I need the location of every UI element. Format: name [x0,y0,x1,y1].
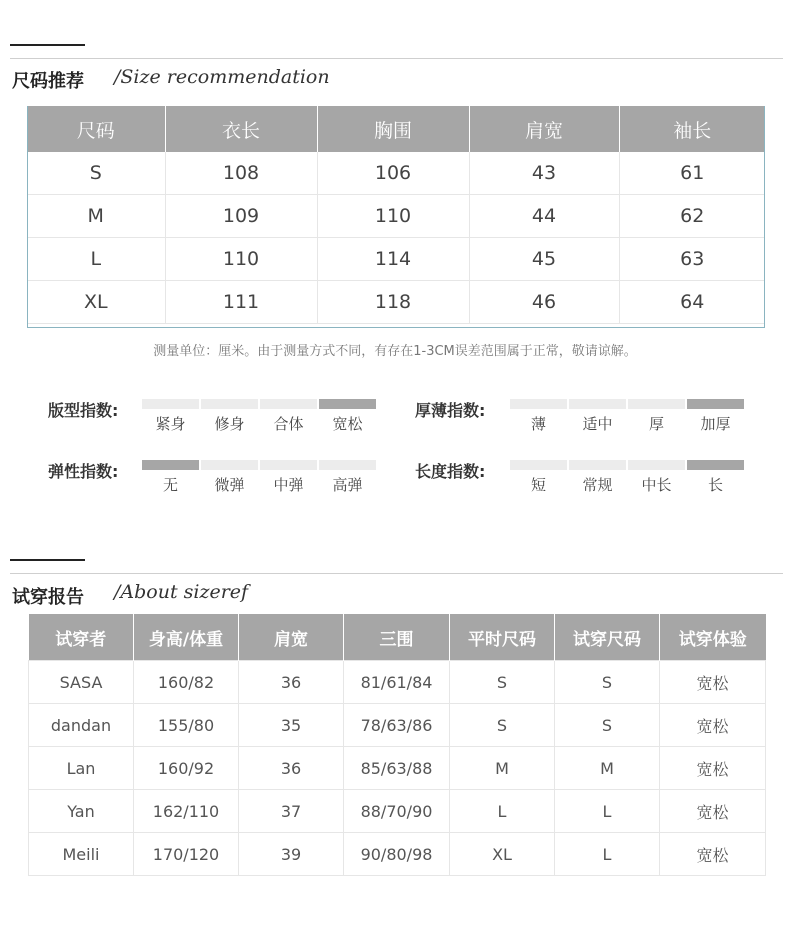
table-cell: 36 [239,747,344,790]
table-cell: 110 [165,238,317,281]
scale-segment [569,460,626,470]
size-section-subtitle: /Size recommendation [114,66,330,88]
scale-segment-selected [142,460,199,470]
scale-segment [628,399,685,409]
table-cell: 62 [619,195,765,238]
table-cell: 111 [165,281,317,324]
table-cell: 宽松 [660,704,766,747]
table-cell: 88/70/90 [344,790,450,833]
table-cell: 170/120 [134,833,239,876]
table-cell: S [27,152,165,195]
table-row [29,661,766,704]
section-divider [10,58,783,59]
scale-segment [201,460,258,470]
table-cell: 90/80/98 [344,833,450,876]
header-cell: 衣长 [165,106,317,152]
section-accent-line [10,559,85,561]
fit-report-table [28,614,766,876]
table-row [27,152,765,195]
table-cell: 81/61/84 [344,661,450,704]
header-cell: 肩宽 [239,614,344,661]
scale-option-label: 中弹 [273,476,304,494]
table-cell: S [555,661,660,704]
table-cell: 43 [469,152,619,195]
table-cell: 106 [317,152,469,195]
table-cell: XL [27,281,165,324]
elasticity-index-options [141,474,377,495]
elasticity-index-label: 弹性指数: [48,462,119,481]
fit-section-title: 试穿报告 [12,587,84,608]
table-cell: 162/110 [134,790,239,833]
header-cell: 平时尺码 [450,614,555,661]
table-cell: 宽松 [660,833,766,876]
header-cell: 试穿尺码 [555,614,660,661]
table-cell: 宽松 [660,661,766,704]
table-cell: 宽松 [660,790,766,833]
scale-option-label: 紧身 [155,415,186,433]
fit-index-bar [142,399,376,409]
scale-segment-selected [687,399,744,409]
table-cell: L [450,790,555,833]
table-cell: dandan [29,704,134,747]
table-cell: 118 [317,281,469,324]
fit-section-subtitle: /About sizeref [114,581,249,603]
scale-option-label: 厚 [648,415,664,433]
header-cell: 胸围 [317,106,469,152]
table-row [29,747,766,790]
table-cell: L [27,238,165,281]
table-cell: 46 [469,281,619,324]
scale-segment [319,460,376,470]
table-cell: L [555,833,660,876]
table-cell: 39 [239,833,344,876]
table-cell: 110 [317,195,469,238]
table-cell: XL [450,833,555,876]
table-cell: 45 [469,238,619,281]
size-table-header [27,106,765,152]
scale-option-label: 长 [707,476,723,494]
table-cell: Lan [29,747,134,790]
length-index-options [509,474,745,495]
table-cell: 61 [619,152,765,195]
scale-option-label: 微弹 [214,476,245,494]
table-row [27,195,765,238]
table-cell: 78/63/86 [344,704,450,747]
table-cell: 宽松 [660,747,766,790]
header-cell: 试穿者 [29,614,134,661]
table-cell: 63 [619,238,765,281]
table-row [29,790,766,833]
header-cell: 试穿体验 [660,614,766,661]
table-cell: S [555,704,660,747]
size-section-title: 尺码推荐 [12,71,84,92]
scale-segment [201,399,258,409]
scale-option-label: 薄 [530,415,546,433]
table-cell: 160/92 [134,747,239,790]
scale-segment [142,399,199,409]
fit-table-header [29,614,766,661]
table-cell: S [450,661,555,704]
measurement-note: 测量单位：厘米。由于测量方式不同，有存在1-3CM误差范围属于正常，敬请谅解。 [153,344,637,359]
scale-segment-selected [687,460,744,470]
scale-option-label: 短 [530,476,546,494]
scale-segment [628,460,685,470]
table-cell: 44 [469,195,619,238]
table-cell: Meili [29,833,134,876]
scale-option-label: 常规 [582,476,613,494]
table-cell: 114 [317,238,469,281]
table-cell: Yan [29,790,134,833]
table-cell: 85/63/88 [344,747,450,790]
table-cell: 35 [239,704,344,747]
scale-segment [510,399,567,409]
scale-option-label: 加厚 [700,415,731,433]
header-cell: 三围 [344,614,450,661]
thickness-index-label: 厚薄指数: [415,401,486,420]
scale-segment [260,460,317,470]
scale-option-label: 宽松 [332,415,363,433]
table-cell: M [27,195,165,238]
table-cell: M [555,747,660,790]
table-cell: S [450,704,555,747]
table-cell: 155/80 [134,704,239,747]
scale-segment [260,399,317,409]
scale-segment [510,460,567,470]
length-index-bar [510,460,744,470]
header-cell: 尺码 [27,106,165,152]
header-cell: 袖长 [619,106,765,152]
scale-option-label: 中长 [641,476,672,494]
section-divider [10,573,783,574]
scale-option-label: 无 [162,476,178,494]
table-cell: M [450,747,555,790]
section-accent-line [10,44,85,46]
header-cell: 肩宽 [469,106,619,152]
table-cell: 109 [165,195,317,238]
thickness-index-options [509,413,745,434]
scale-segment-selected [319,399,376,409]
header-cell: 身高/体重 [134,614,239,661]
fit-index-options [141,413,377,434]
table-cell: 160/82 [134,661,239,704]
table-cell: 36 [239,661,344,704]
fit-index-label: 版型指数: [48,401,119,420]
scale-option-label: 适中 [582,415,613,433]
thickness-index-bar [510,399,744,409]
table-cell: SASA [29,661,134,704]
scale-option-label: 修身 [214,415,245,433]
table-cell: L [555,790,660,833]
table-row [27,238,765,281]
scale-option-label: 合体 [273,415,304,433]
table-cell: 64 [619,281,765,324]
table-cell: 37 [239,790,344,833]
table-cell: 108 [165,152,317,195]
table-row [29,704,766,747]
elasticity-index-bar [142,460,376,470]
scale-segment [569,399,626,409]
table-row [29,833,766,876]
length-index-label: 长度指数: [415,462,486,481]
size-table [27,106,765,324]
scale-option-label: 高弹 [332,476,363,494]
table-row [27,281,765,324]
